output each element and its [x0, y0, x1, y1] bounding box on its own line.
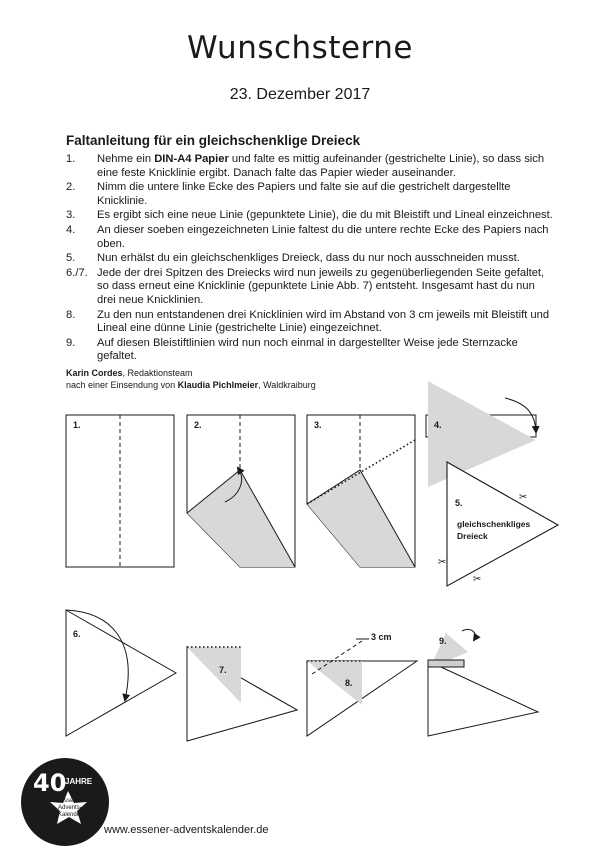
step-number: 1. [66, 153, 76, 165]
step-number: 4. [66, 223, 76, 236]
figure-6 [66, 610, 176, 736]
fig5-text-1: gleichschenkliges [457, 519, 531, 529]
step-number: 2. [66, 181, 76, 194]
credit-pre: nach einer Einsendung von [66, 380, 178, 390]
figure-4 [426, 381, 536, 487]
badge-word: JAHRE [65, 777, 93, 786]
figure-label: 5. [455, 498, 463, 508]
author-name: Karin Cordes [66, 368, 123, 378]
website-link[interactable]: www.essener-adventskalender.de [104, 824, 269, 836]
step-number: 5. [66, 252, 76, 265]
svg-text:✂: ✂ [438, 557, 447, 568]
step-number: 9. [66, 336, 76, 349]
step-number: 3. [66, 209, 76, 222]
figure-2 [187, 415, 295, 567]
figure-7 [187, 647, 297, 741]
figure-label: 3. [314, 420, 322, 430]
author-role: , Redaktionsteam [122, 368, 193, 378]
figure-label: 9. [439, 636, 447, 646]
fig5-text-2: Dreieck [457, 531, 488, 541]
sender-name: Klaudia Pichlmeier [177, 380, 259, 390]
figure-3 [307, 415, 415, 567]
badge-line1: Essener [60, 798, 83, 804]
badge-number: 40 [33, 769, 67, 797]
figure-label: 6. [73, 629, 81, 639]
figure-label: 1. [73, 420, 81, 430]
step-text: Nimm die untere linke Ecke des Papiers und falte sie auf die gestrichelt dargestellte Knicklinie. [97, 181, 511, 207]
badge-line3: Kalender [58, 812, 83, 818]
instructions-heading: Faltanleitung für ein gleichschenklige Dreieck [66, 133, 361, 148]
figure-label: 4. [434, 420, 442, 430]
step-text: Es ergibt sich eine neue Linie (gepunktete Linie), die du mit Bleistift und Lineal einzeichnest. [97, 209, 553, 222]
step-number: 8. [66, 308, 76, 321]
figure-label: 2. [194, 420, 202, 430]
fig8-measure: 3 cm [371, 632, 392, 642]
page-title: Wunschsterne [187, 30, 413, 66]
badge-line2: Advents- [58, 805, 82, 811]
figure-label: 7. [219, 665, 227, 675]
step-text: Zu den nun entstandenen drei Knicklinien wird im Abstand von 3 cm jeweils mit Bleistift und Lineal eine dünne Linie (gestrichelte Linie) eingezeichnet. [97, 308, 550, 335]
svg-text:✂: ✂ [519, 492, 528, 503]
figure-label: 8. [345, 678, 353, 688]
figure-8 [307, 639, 417, 736]
figure-1 [66, 415, 174, 567]
step-text: Auf diesen Bleistiftlinien wird nun noch einmal in dargestellter Weise jede Sternzacke gefaltet. [97, 336, 518, 363]
step-text: Nun erhälst du ein gleichschenkliges Dreieck, dass du nur noch ausschneiden musst. [97, 252, 520, 265]
step-text: An dieser soeben eingezeichneten Linie faltest du die untere rechte Ecke des Papiers nach oben. [97, 223, 549, 250]
credit-post: , Waldkraiburg [258, 380, 316, 390]
anniversary-badge [20, 757, 110, 847]
step-number: 6./7. [66, 266, 88, 279]
step-text: Jede der drei Spitzen des Dreiecks wird nun jeweils zu gegenüberliegenden Seite gefaltet, so dass erneut eine Knicklinie (gepunktete Linie Abb. 7) entsteht. Insgesamt hast du nun drei neue Knicklinien. [97, 266, 545, 306]
step-text: Nehme ein DIN-A4 Papier und falte es mittig aufeinander (gestrichelte Linie), so dass sich eine feste Knicklinie ergibt. Danach falte das Papier wieder auseinander. [97, 153, 545, 179]
svg-text:✂: ✂ [473, 574, 482, 585]
date: 23. Dezember 2017 [229, 86, 371, 103]
